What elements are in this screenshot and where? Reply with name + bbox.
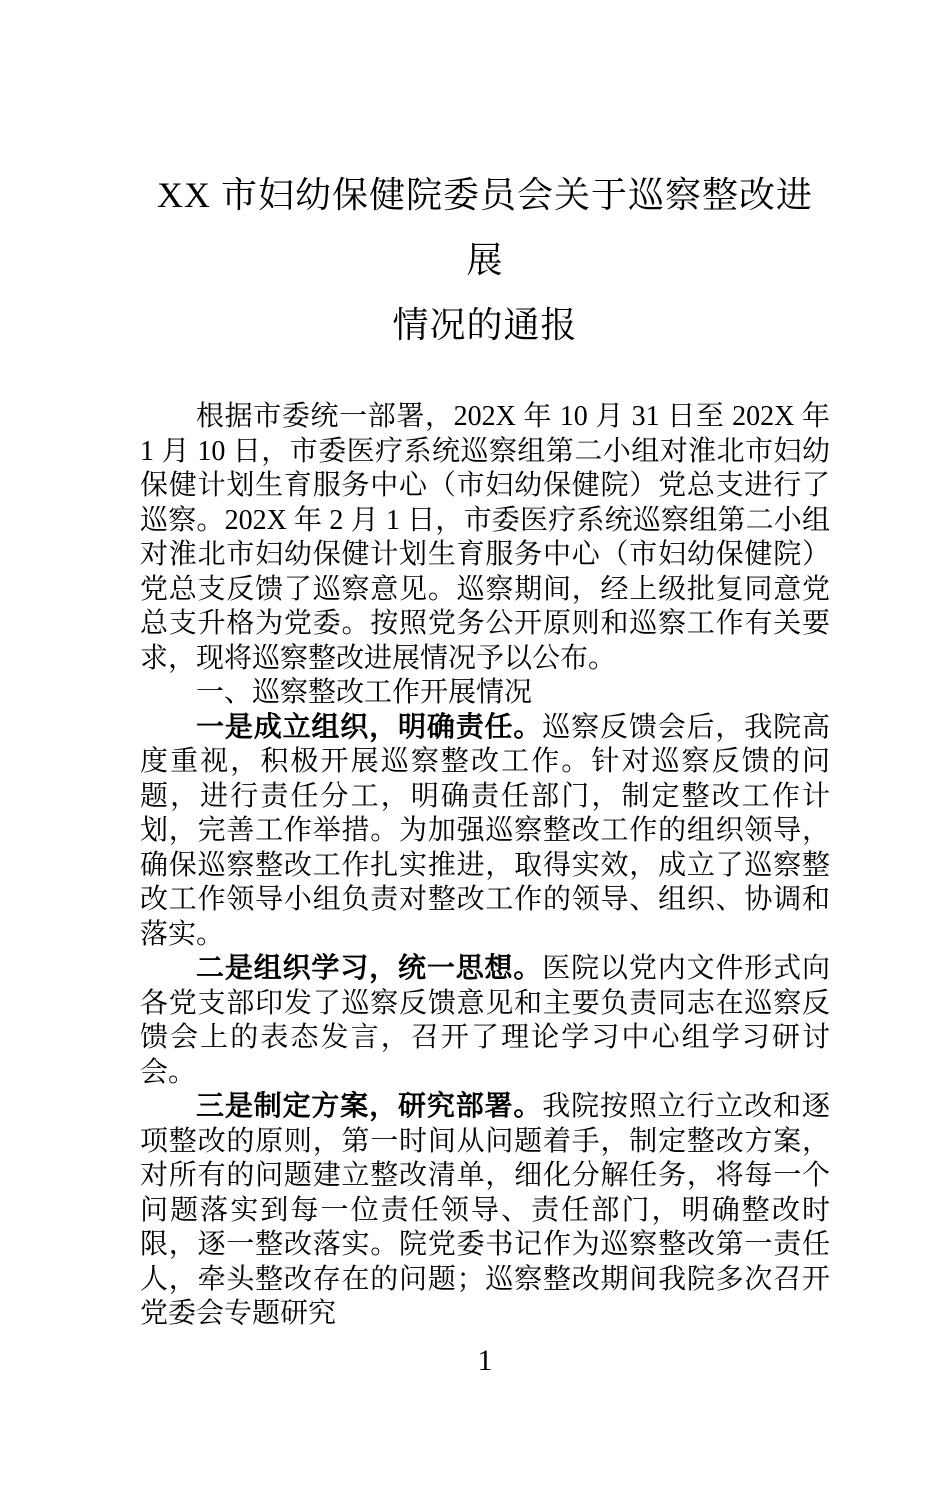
page-number: 1 [477, 1343, 493, 1377]
paragraph: 一是成立组织，明确责任。巡察反馈会后，我院高度重视，积极开展巡察整改工作。针对巡察反馈的问题，进行责任分工，明确责任部门，制定整改工作计划，完善工作举措。为加强巡察整改工作的组织领导，确保巡察整改工作扎实推进，取得实效，成立了巡察整改工作领导小组负责对整改工作的领导、组织、协调和落实。 [140, 711, 830, 950]
document-title [140, 163, 830, 358]
paragraph-lead: 二是组织学习，统一思想。 [196, 953, 543, 984]
document-body [140, 400, 830, 1332]
paragraph: 一、巡察整改工作开展情况 [196, 677, 533, 708]
paragraph: 根据市委统一部署，202X 年 10 月 31 日至 202X 年 1 月 10 日，市委医疗系统巡察组第二小组对淮北市妇幼保健计划生育服务中心（市妇幼保健院）党总支进行了巡察。202X 年 2 月 1 日，市委医疗系统巡察组第二小组对淮北市妇幼保健计划生育服务中心（市妇幼保健院）党总支反馈了巡察意见。巡察期间，经上级批复同意党总支升格为党委。按照党务公开原则和巡察工作有关要求，现将巡察整改进展情况予以公布。 [140, 401, 830, 674]
paragraph: 三是制定方案，研究部署。我院按照立行立改和逐项整改的原则，第一时间从问题着手，制定整改方案，对所有的问题建立整改清单，细化分解任务，将每一个问题落实到每一位责任领导、责任部门，明确整改时限，逐一整改落实。院党委书记作为巡察整改第一责任人，牵头整改存在的问题；巡察整改期间我院多次召开党委会专题研究 [140, 1091, 830, 1329]
paragraph-lead: 一是成立组织，明确责任。 [196, 711, 543, 743]
paragraph-lead: 三是制定方案，研究部署。 [196, 1091, 543, 1122]
title-line-2: 情况的通报 [392, 305, 578, 345]
paragraph: 二是组织学习，统一思想。医院以党内文件形式向各党支部印发了巡察反馈意见和主要负责同志在巡察反馈会上的表态发言，召开了理论学习中心组学习研讨会。 [140, 953, 830, 1088]
title-line-1: XX 市妇幼保健院委员会关于巡察整改进展 [157, 175, 813, 280]
document-page [0, 163, 950, 1507]
